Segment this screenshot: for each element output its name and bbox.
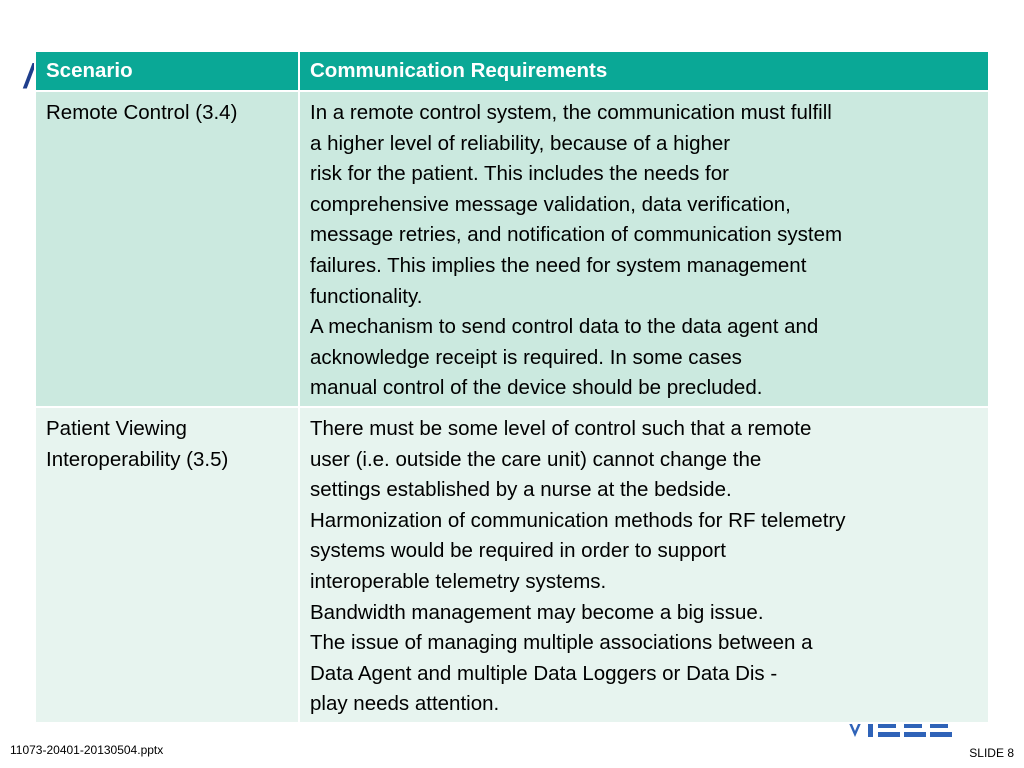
requirement-line: Bandwidth management may become a big issue. xyxy=(310,600,764,624)
scenario-text: Remote Control (3.4) xyxy=(46,101,238,124)
table-row xyxy=(35,407,989,723)
requirements-cell xyxy=(299,407,989,723)
requirement-line: Harmonization of communication methods for RF telemetry xyxy=(310,508,846,532)
requirement-line: message retries, and notification of communication system xyxy=(310,223,843,247)
requirements-table xyxy=(34,50,990,724)
scenario-cell xyxy=(35,407,299,723)
footer-filename: 11073-20401-20130504.pptx xyxy=(10,743,164,757)
column-header-communication-requirements: Communication Requirements xyxy=(299,51,989,91)
table-row xyxy=(35,91,989,407)
requirement-line: user (i.e. outside the care unit) cannot change the xyxy=(310,447,762,471)
requirement-line: functionality. xyxy=(310,284,423,308)
requirement-line: A mechanism to send control data to the data agent and xyxy=(310,315,819,339)
column-header-scenario: Scenario xyxy=(35,51,299,91)
requirement-line: comprehensive message validation, data verification, xyxy=(310,192,791,216)
table-header-row xyxy=(35,51,989,91)
requirement-line: Data Agent and multiple Data Loggers or Data Dis - xyxy=(310,661,778,685)
requirement-line: The issue of managing multiple associations between a xyxy=(310,631,813,655)
requirement-line: In a remote control system, the communication must fulfill xyxy=(310,101,832,124)
requirement-line: interoperable telemetry systems. xyxy=(310,569,607,593)
scenario-text: Patient Viewing xyxy=(46,416,187,440)
requirement-line: systems would be required in order to support xyxy=(310,539,726,563)
requirement-line: There must be some level of control such that a remote xyxy=(310,416,812,440)
requirement-line: settings established by a nurse at the bedside. xyxy=(310,478,732,502)
requirement-line: risk for the patient. This includes the needs for xyxy=(310,162,729,186)
requirement-line: play needs attention. xyxy=(310,692,500,716)
scenario-text: Interoperability (3.5) xyxy=(46,447,229,471)
slide-number: SLIDE 8 xyxy=(969,746,1014,760)
requirement-line: a higher level of reliability, because of a higher xyxy=(310,131,731,155)
requirement-line: acknowledge receipt is required. In some cases xyxy=(310,345,742,369)
requirement-line: manual control of the device should be precluded. xyxy=(310,376,763,400)
scenario-cell xyxy=(35,91,299,407)
requirement-line: failures. This implies the need for system management xyxy=(310,253,807,277)
slide-title-fragment: / xyxy=(24,58,34,96)
requirements-cell xyxy=(299,91,989,407)
